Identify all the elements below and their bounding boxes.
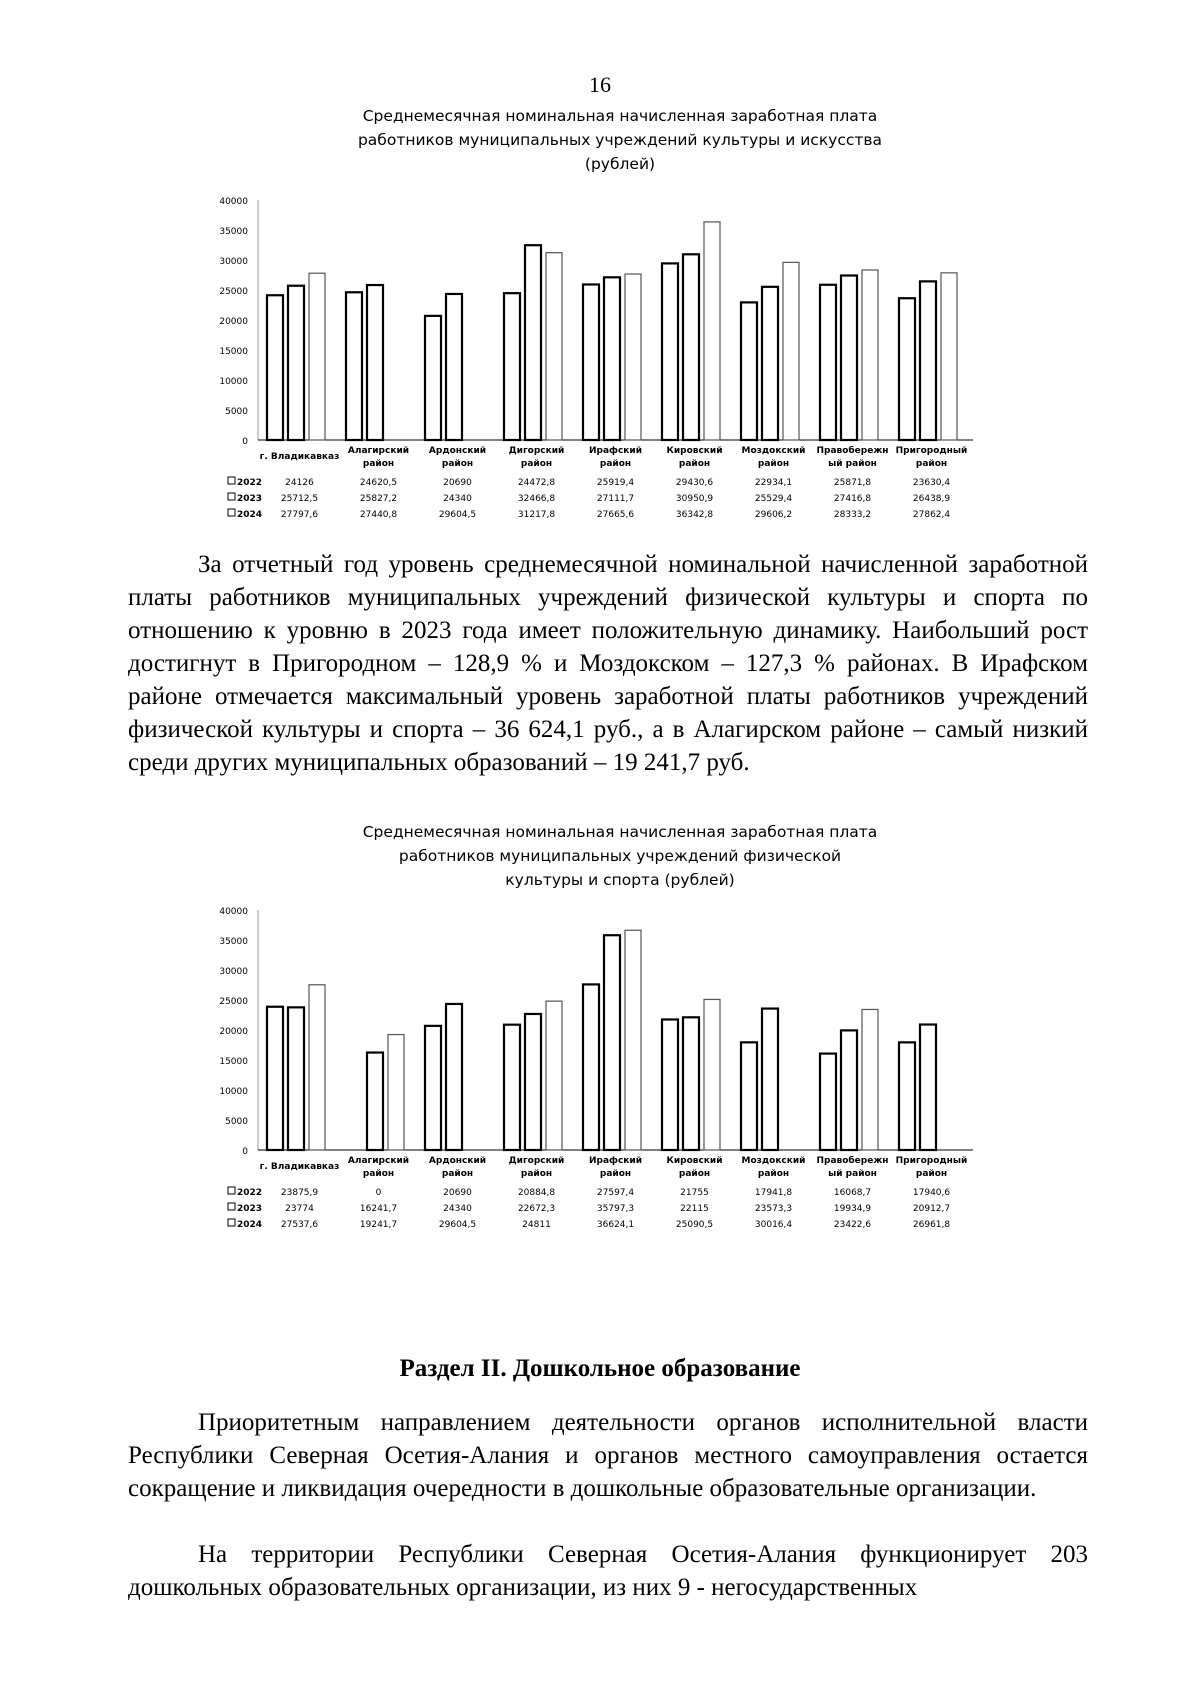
y-tick-label: 25000: [219, 997, 248, 1007]
bar-2022: [662, 263, 678, 440]
category-label: Алагирский: [347, 446, 410, 456]
paragraph-preschool-count: На территории Республики Северная Осетия-Алания функционирует 203 дошкольных образовательных организации, из них 9 - негосударственных: [128, 1541, 1088, 1601]
y-tick-label: 0: [242, 437, 248, 447]
bar-2024: [862, 270, 878, 440]
y-tick-label: 10000: [219, 377, 248, 387]
bar-2023: [367, 1053, 383, 1150]
category-label: район: [757, 1169, 790, 1179]
table-cell: 32466,8: [517, 494, 556, 504]
category-label: Алагирский: [347, 1156, 410, 1166]
category-label: район: [678, 459, 711, 469]
category-label: Пригородный: [895, 446, 968, 456]
chart-1-title-line: работников муниципальных учреждений культуры и искусства: [357, 131, 883, 149]
category-label: Ирафский: [588, 446, 643, 456]
legend-label: 2023: [237, 1204, 263, 1214]
bar-2024: [783, 262, 799, 440]
y-tick-label: 15000: [219, 347, 248, 357]
chart-1-culture-salaries: [0, 190, 1200, 530]
bar-2023: [446, 294, 462, 440]
legend-key-2022: [228, 477, 235, 484]
table-cell: 29604,5: [438, 1220, 477, 1230]
table-cell: 20884,8: [517, 1188, 556, 1198]
bar-2022: [267, 1007, 283, 1150]
category-label: Моздокский: [741, 446, 806, 456]
category-label: Кировский: [666, 446, 723, 456]
bar-2022: [899, 1042, 915, 1150]
y-tick-label: 5000: [225, 407, 248, 417]
y-tick-label: 40000: [219, 197, 248, 207]
page-number: 16: [589, 72, 611, 97]
category-label: район: [915, 459, 948, 469]
table-cell: 20690: [443, 1188, 472, 1198]
table-cell: 17941,8: [754, 1188, 793, 1198]
table-cell: 25919,4: [596, 478, 635, 488]
bar-2022: [899, 298, 915, 440]
bar-2023: [604, 935, 620, 1150]
table-cell: 17940,6: [912, 1188, 951, 1198]
bar-2022: [820, 1054, 836, 1150]
table-cell: 27797,6: [280, 510, 319, 520]
category-label: Моздокский: [741, 1156, 806, 1166]
category-label: Ирафский: [588, 1156, 643, 1166]
table-cell: 26438,9: [912, 494, 951, 504]
table-cell: 27665,6: [596, 510, 635, 520]
y-tick-label: 35000: [219, 227, 248, 237]
table-cell: 26961,8: [912, 1220, 951, 1230]
bar-2022: [425, 1026, 441, 1150]
y-tick-label: 30000: [219, 257, 248, 267]
bar-2023: [683, 254, 699, 440]
y-tick-label: 10000: [219, 1087, 248, 1097]
legend-key-2023: [228, 1203, 235, 1210]
legend-label: 2022: [237, 478, 263, 488]
table-cell: 28333,2: [833, 510, 872, 520]
category-label: район: [757, 459, 790, 469]
table-cell: 19241,7: [359, 1220, 398, 1230]
table-cell: 22672,3: [517, 1204, 556, 1214]
table-cell: 16241,7: [359, 1204, 398, 1214]
table-cell: 27597,4: [596, 1188, 635, 1198]
table-cell: 20912,7: [912, 1204, 951, 1214]
table-cell: 25090,5: [675, 1220, 714, 1230]
category-label: Дигорский: [508, 446, 565, 456]
legend-key-2024: [228, 509, 235, 516]
category-label: район: [599, 1169, 632, 1179]
legend-label: 2023: [237, 494, 263, 504]
table-cell: 24620,5: [359, 478, 398, 488]
chart-1-title: [300, 104, 940, 176]
chart-2-sport-salaries: [0, 900, 1200, 1240]
category-label: г. Владикавказ: [259, 1162, 340, 1172]
category-label: Пригородный: [895, 1156, 968, 1166]
table-cell: 22934,1: [754, 478, 793, 488]
table-cell: 30950,9: [675, 494, 714, 504]
table-cell: 29606,2: [754, 510, 793, 520]
bar-2022: [583, 984, 599, 1150]
y-tick-label: 20000: [219, 317, 248, 327]
category-label: Правобережн: [816, 446, 889, 456]
bar-2023: [920, 1025, 936, 1150]
bar-2023: [762, 287, 778, 440]
bar-2024: [309, 985, 325, 1150]
category-label: район: [362, 1169, 395, 1179]
y-tick-label: 35000: [219, 937, 248, 947]
table-cell: 36342,8: [675, 510, 714, 520]
bar-2023: [367, 285, 383, 440]
bar-2023: [604, 277, 620, 440]
paragraph-preschool-priority: Приоритетным направлением деятельности органов исполнительной власти Республики Северная Осетия-Алания и органов местного самоуправления остается сокращение и ликвидация очередности в дошкольные образовательные организации.: [128, 1409, 1088, 1502]
category-label: ый район: [828, 459, 877, 469]
bar-2024: [309, 273, 325, 440]
chart-2-title-line: культуры и спорта (рублей): [505, 871, 735, 889]
table-cell: 30016,4: [754, 1220, 793, 1230]
bar-2022: [425, 316, 441, 440]
bar-2023: [525, 1014, 541, 1150]
legend-key-2024: [228, 1219, 235, 1226]
table-cell: 27537,6: [280, 1220, 319, 1230]
bar-2022: [662, 1019, 678, 1150]
table-cell: 25712,5: [280, 494, 319, 504]
bar-2022: [267, 295, 283, 440]
category-label: район: [441, 1169, 474, 1179]
bar-2023: [683, 1017, 699, 1150]
table-cell: 29430,6: [675, 478, 714, 488]
table-cell: 27862,4: [912, 510, 951, 520]
bar-2024: [546, 1001, 562, 1150]
legend-label: 2024: [237, 510, 263, 520]
y-tick-label: 20000: [219, 1027, 248, 1037]
table-cell: 24340: [443, 494, 472, 504]
category-label: район: [599, 459, 632, 469]
bar-2023: [525, 245, 541, 440]
table-cell: 27416,8: [833, 494, 872, 504]
bar-2022: [346, 292, 362, 440]
legend-key-2022: [228, 1187, 235, 1194]
table-cell: 24472,8: [517, 478, 556, 488]
category-label: район: [678, 1169, 711, 1179]
table-cell: 23573,3: [754, 1204, 793, 1214]
bar-2023: [288, 1007, 304, 1150]
paragraph-sport-salary-dynamics: За отчетный год уровень среднемесячной номинальной начисленной заработной платы работников муниципальных учреждений физической культуры и спорта по отношению к уровню в 2023 года имеет положительную динамику. Наибольший рост достигнут в Пригородном – 128,9 % и Моздокском – 127,3 % районах. В Ирафском районе отмечается максимальный уровень заработной платы работников учреждений физической культуры и спорта – 36 624,1 руб., а в Алагирском районе – самый низкий среди других муниципальных образований – 19 241,7 руб.: [128, 551, 1088, 776]
chart-1-title-line: (рублей): [584, 155, 656, 173]
chart-2-title: [300, 820, 940, 892]
category-label: г. Владикавказ: [259, 452, 340, 462]
category-label: Ардонский: [428, 1156, 487, 1166]
table-cell: 23774: [285, 1204, 314, 1214]
bar-2024: [388, 1035, 404, 1150]
table-cell: 19934,9: [833, 1204, 872, 1214]
table-cell: 25529,4: [754, 494, 793, 504]
bar-2023: [446, 1004, 462, 1150]
table-cell: 29604,5: [438, 510, 477, 520]
y-tick-label: 40000: [219, 907, 248, 917]
table-cell: 36624,1: [596, 1220, 635, 1230]
table-cell: 21755: [680, 1188, 709, 1198]
table-cell: 25827,2: [359, 494, 398, 504]
category-label: ый район: [828, 1169, 877, 1179]
table-cell: 23422,6: [833, 1220, 872, 1230]
table-cell: 27440,8: [359, 510, 398, 520]
y-tick-label: 5000: [225, 1117, 248, 1127]
category-label: Дигорский: [508, 1156, 565, 1166]
table-cell: 24340: [443, 1204, 472, 1214]
bar-2023: [920, 281, 936, 440]
bar-2024: [941, 273, 957, 440]
bar-2024: [546, 253, 562, 440]
bar-2024: [625, 274, 641, 440]
table-cell: 23630,4: [912, 478, 951, 488]
bar-2024: [704, 999, 720, 1150]
chart-2-title-line: работников муниципальных учреждений физической: [398, 847, 842, 865]
table-cell: 35797,3: [596, 1204, 635, 1214]
category-label: район: [915, 1169, 948, 1179]
legend-label: 2022: [237, 1188, 263, 1198]
bar-2022: [504, 293, 520, 440]
bar-2022: [741, 302, 757, 440]
category-label: район: [441, 459, 474, 469]
table-cell: 31217,8: [517, 510, 556, 520]
bar-2024: [862, 1009, 878, 1150]
table-cell: 23875,9: [280, 1188, 319, 1198]
bar-2023: [841, 275, 857, 440]
legend-key-2023: [228, 493, 235, 500]
y-tick-label: 0: [242, 1147, 248, 1157]
category-label: район: [362, 459, 395, 469]
bar-2024: [625, 930, 641, 1150]
category-label: Правобережн: [816, 1156, 889, 1166]
table-cell: 22115: [680, 1204, 709, 1214]
table-cell: 0: [375, 1188, 382, 1198]
legend-label: 2024: [237, 1220, 263, 1230]
table-cell: 16068,7: [833, 1188, 872, 1198]
chart-2-title-line: Среднемесячная номинальная начисленная заработная плата: [362, 823, 878, 841]
y-tick-label: 15000: [219, 1057, 248, 1067]
bar-2023: [288, 286, 304, 440]
category-label: район: [520, 459, 553, 469]
table-cell: 27111,7: [596, 494, 635, 504]
category-label: Ардонский: [428, 446, 487, 456]
bar-2022: [741, 1042, 757, 1150]
y-tick-label: 25000: [219, 287, 248, 297]
table-cell: 25871,8: [833, 478, 872, 488]
bar-2022: [820, 285, 836, 440]
bar-2022: [583, 284, 599, 440]
bar-2022: [504, 1025, 520, 1150]
table-cell: 24811: [522, 1220, 551, 1230]
bar-2024: [704, 222, 720, 440]
table-cell: 20690: [443, 478, 472, 488]
category-label: Кировский: [666, 1156, 723, 1166]
category-label: район: [520, 1169, 553, 1179]
y-tick-label: 30000: [219, 967, 248, 977]
table-cell: 24126: [285, 478, 314, 488]
bar-2023: [762, 1009, 778, 1150]
chart-1-title-line: Среднемесячная номинальная начисленная заработная плата: [362, 107, 878, 125]
section-heading: Раздел II. Дошкольное образование: [399, 1355, 801, 1382]
bar-2023: [841, 1030, 857, 1150]
